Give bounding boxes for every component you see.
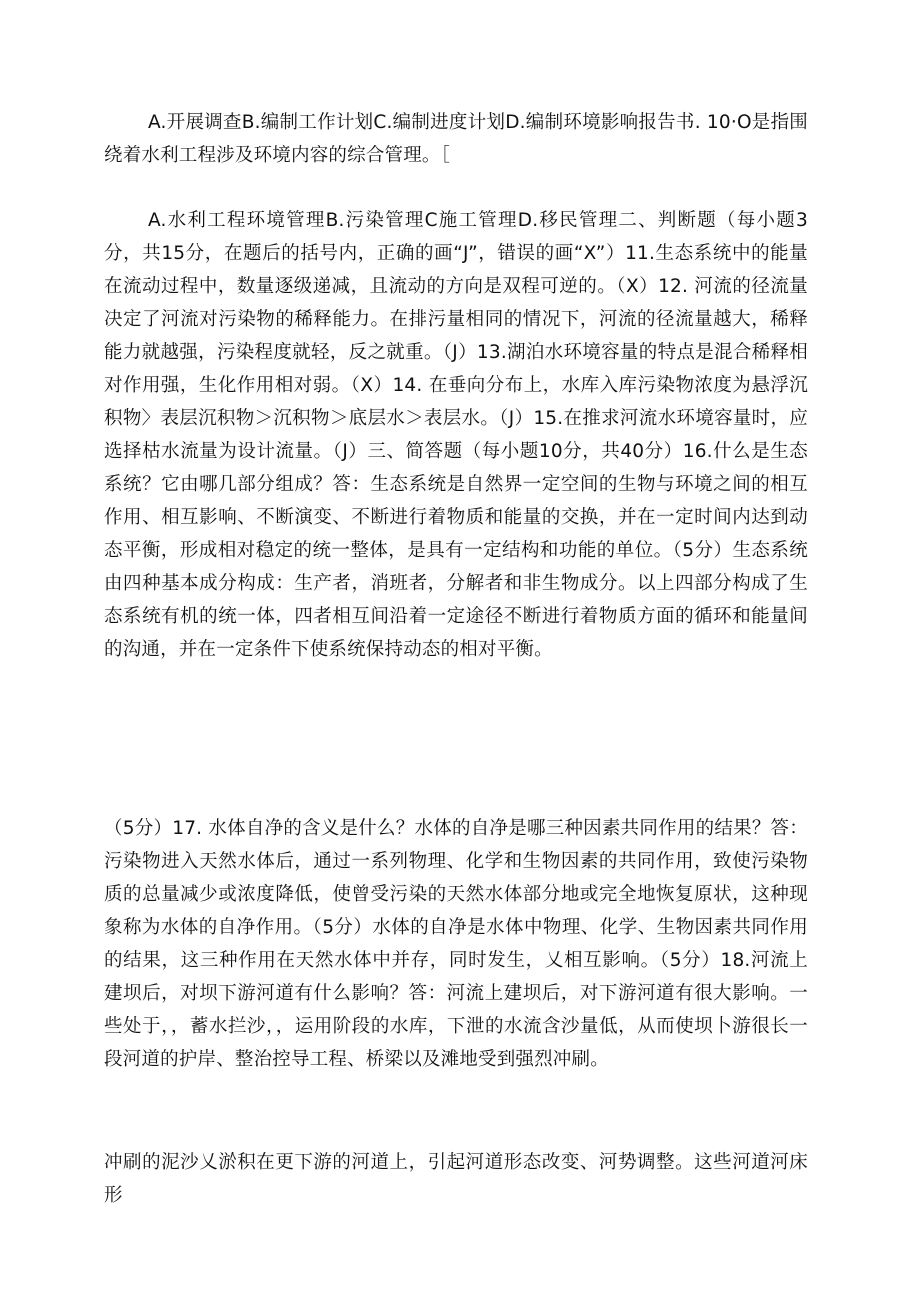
paragraph-q17-q18: （5分）17. 水体自净的含义是什么？水体的自净是哪三种因素共同作用的结果？答：污染物进入天然水体后，通过一系列物理、化学和生物因素的共同作用，致使污染物质的总量减少或浓度降低，使曾受污染的天然水体部分地或完全地恢复原状，这种现象称为水体的自净作用。（5分）水体的自净是水体中物理、化学、生物因素共同作用的结果，这三种作用在天然水体中并存，同时发生，乂相互影响。（5分）18.河流上建坝后，对坝下游河道有什么影响？答：河流上建坝后，对下游河道有很大影响。一些处于，，蓄水拦沙，，运用阶段的水库，下泄的水流含沙量低，从而使坝卜游很长一段河道的护岸、整治控导工程、桥梁以及滩地受到强烈冲刷。 [104,818,808,1070]
paragraph-options-q10: A.开展调查B.编制工作计划C.编制进度计划D.编制环境影响报告书. 10·O是指围绕着水利工程涉及环境内容的综合管理。［ [104,112,808,166]
paragraph-continuation: 冲刷的泥沙乂淤积在更下游的河道上，引起河道形态改变、河势调整。这些河道河床形 [104,1152,808,1206]
paragraph-judgment-and-q16: A.水利工程环境管理B.污染管理C施工管理D.移民管理二、判断题（每小题3分，共15分，在题后的括号内，正确的画“J”，错误的画“X”）11.生态系统中的能量在流动过程中，数量逐级递减，且流动的方向是双程可逆的。（X）12. 河流的径流量决定了河流对污染物的稀释能力。在排污量相同的情况下，河流的径流量越大，稀释能力就越强，污染程度就轻，反之就重。（J）13.湖泊水环境容量的特点是混合稀释相对作用强，生化作用相对弱。（X）14. 在垂向分布上，水库入库污染物浓度为悬浮沉积物〉表层沉积物＞沉积物＞底层水＞表层水。（J）15.在推求河流水环境容量时，应选择枯水流量为设计流量。（J）三、简答题（每小题10分，共40分）16.什么是生态系统？它由哪几部分组成？答：生态系统是自然界一定空间的生物与环境之间的相互作用、相互影响、不断演变、不断进行着物质和能量的交换，并在一定时间内达到动态平衡，形成相对稳定的统一整体，是具有一定结构和功能的单位。（5分）生态系统由四种基本成分构成：生产者，消班者，分解者和非生物成分。以上四部分构成了生态系统有机的统一体，四者相互间沿着一定途径不断进行着物质方面的循环和能量间的沟通，并在一定条件下使系统保持动态的相对平衡。 [104,210,808,660]
